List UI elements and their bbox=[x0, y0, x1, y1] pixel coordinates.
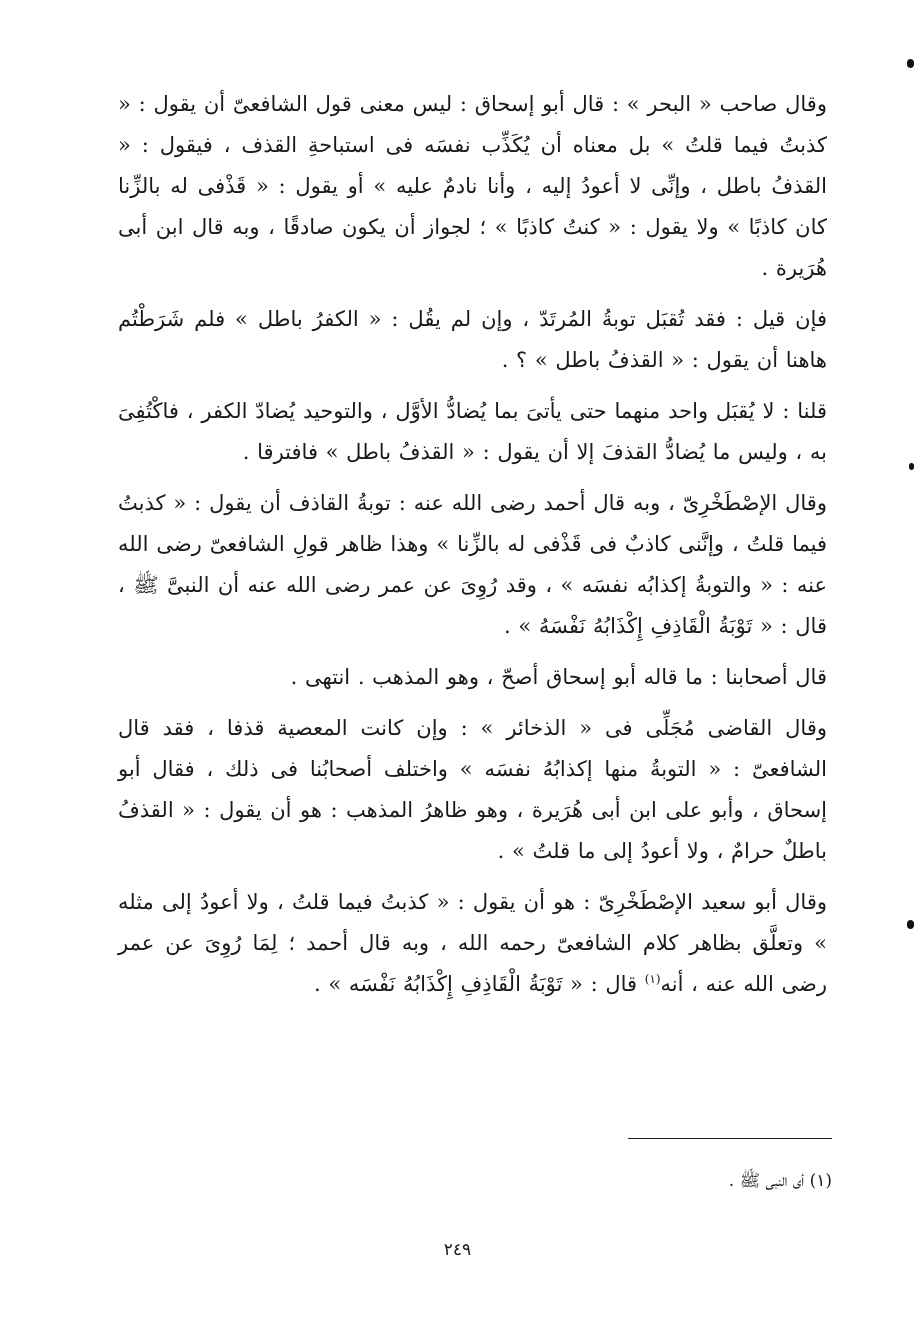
paragraph-4: وقال الإصْطَخْرِىّ ، وبه قال أحمد رضى الله عنه : توبةُ القاذف أن يقول : « كذبتُ فيما قلتُ ، وإنَّنى كاذبٌ فى قَذْفى له بالزِّنا » وهذا ظاهر قولِ الشافعىّ رضى الله عنه : « والتوبةُ إكذابُه نفسَه » ، وقد رُوِىَ عن عمر رضى الله عنه أن النبىَّ ﷺ ، قال : « تَوْبَةُ الْقَاذِفِ إِكْذَابُهُ نَفْسَهُ » . bbox=[118, 491, 827, 638]
footnote-marker: (١) bbox=[644, 972, 661, 986]
paragraph-2: فإن قيل : فقد تُقبَل توبةُ المُرتَدّ ، وإن لم يقُل : « الكفرُ باطل » فلم شَرَطْتُم هاهنا أن يقول : « القذفُ باطل » ؟ . bbox=[118, 307, 827, 372]
paragraph-5: قال أصحابنا : ما قاله أبو إسحاق أصحّ ، وهو المذهب . انتهى . bbox=[290, 665, 827, 689]
scan-edge-mark bbox=[907, 920, 914, 929]
paragraph-1: وقال صاحب « البحر » : قال أبو إسحاق : ليس معنى قول الشافعىّ أن يقول : « كذبتُ فيما قلتُ » بل معناه أن يُكَذِّب نفسَه فى استباحةِ القذف ، فيقول : « القذفُ باطل ، وإنِّى لا أعودُ إليه ، وأنا نادمٌ عليه » أو يقول : « قَذْفى له بالزِّنا كان كاذبًا » ولا يقول : « كنتُ كاذبًا » ؛ لجواز أن يكون صادقًا ، وبه قال ابن أبى هُرَيرة . bbox=[118, 92, 827, 280]
paragraph-7-text: وقال أبو سعيد الإصْطَخْرِىّ : هو أن يقول : « كذبتُ فيما قلتُ ، ولا أعودُ إلى مثله » وتعلَّق بظاهر كلام الشافعىّ رحمه الله ، وبه قال أحمد ؛ لِمَا رُوِىَ عن عمر رضى الله عنه ، أنه bbox=[118, 890, 827, 996]
paragraph-7-tail: قال : « تَوْبَةُ الْقَاذِفِ إِكْذَابُهُ نَفْسَه » . bbox=[314, 972, 645, 996]
page-number: ٢٤٩ bbox=[443, 1240, 472, 1260]
footnote-separator bbox=[628, 1138, 832, 1139]
paragraph-6: وقال القاضى مُجَلِّى فى « الذخائر » : وإن كانت المعصية قذفا ، فقد قال الشافعىّ : « التوبةُ منها إكذابُهُ نفسَه » واختلف أصحابُنا فى ذلك ، فقال أبو إسحاق ، وأبو على ابن أبى هُرَيرة ، وهو ظاهرُ المذهب : هو أن يقول : « القذفُ باطلٌ حرامٌ ، ولا أعودُ إلى ما قلتُ » . bbox=[118, 716, 827, 863]
main-text bbox=[118, 84, 827, 1015]
paragraph-7 bbox=[118, 882, 827, 1005]
scan-edge-mark bbox=[909, 463, 914, 470]
footnote: (١) أى النبى ﷺ . bbox=[728, 1171, 832, 1191]
paragraph-3: قلنا : لا يُقبَل واحد منهما حتى يأتىَ بما يُضادُّ الأوَّل ، والتوحيد يُضادّ الكفر ، فاكْتُفِىَ به ، وليس ما يُضادُّ القذفَ إلا أن يقول : « القذفُ باطل » فافترقا . bbox=[118, 399, 827, 464]
scan-edge-mark bbox=[907, 59, 914, 68]
